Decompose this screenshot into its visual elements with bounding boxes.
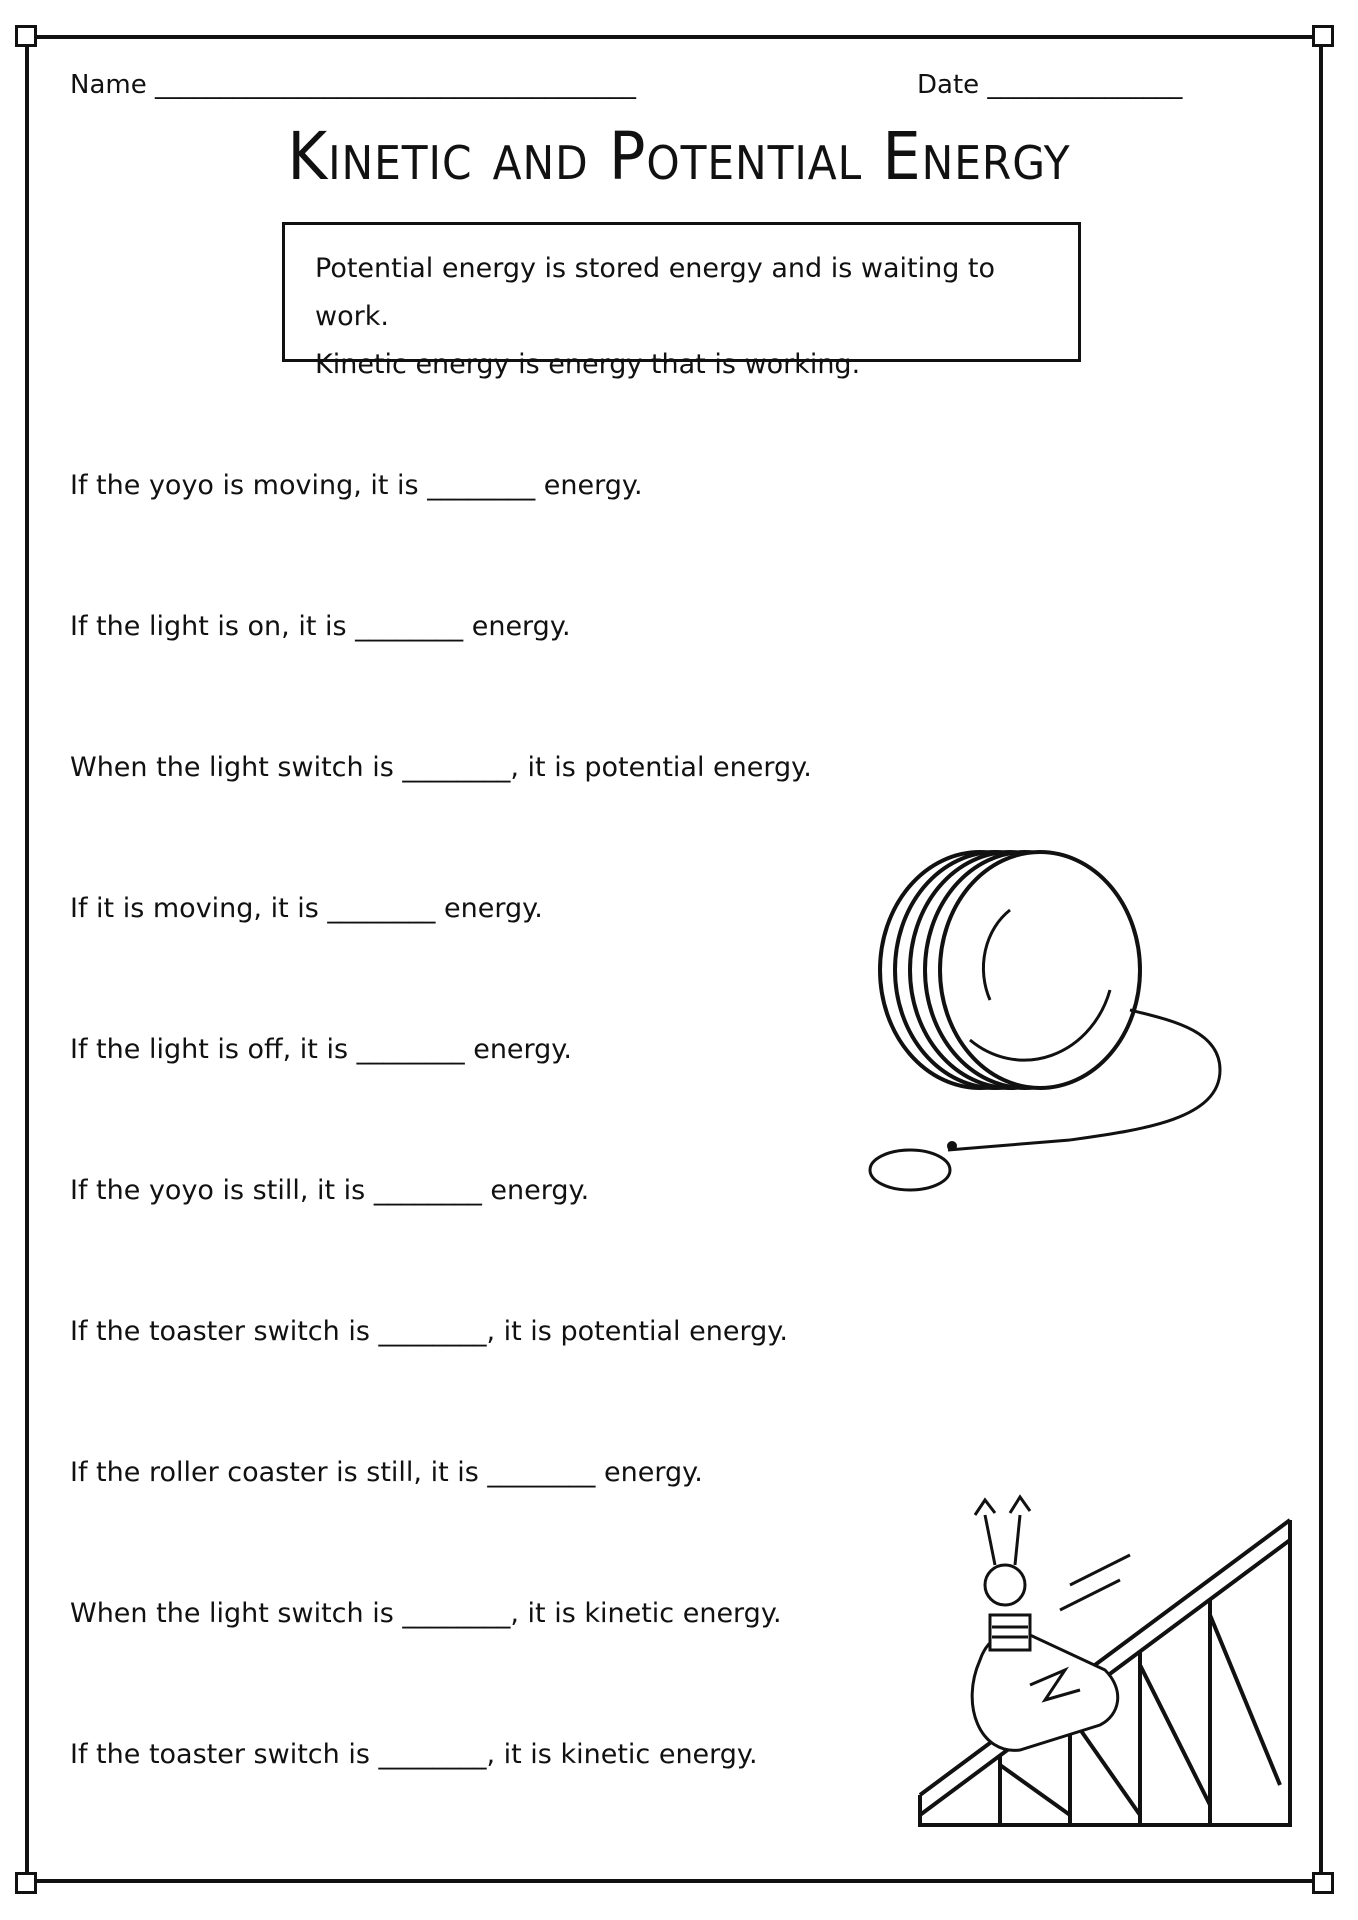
name-label: Name (70, 70, 147, 100)
definition-kinetic: Kinetic energy is energy that is working. (315, 349, 861, 380)
question-5[interactable]: If the light is off, it is ________ energy. (70, 1034, 573, 1065)
question-7[interactable]: If the toaster switch is ________, it is potential energy. (70, 1316, 788, 1347)
name-field[interactable] (70, 70, 636, 100)
name-blank[interactable]: _____________________________________ (154, 70, 636, 100)
date-label: Date (917, 70, 980, 100)
roller-coaster-illustration (900, 1485, 1310, 1845)
question-2[interactable]: If the light is on, it is ________ energy. (70, 611, 571, 642)
question-10[interactable]: If the toaster switch is ________, it is kinetic energy. (70, 1739, 758, 1770)
date-blank[interactable]: _______________ (987, 70, 1183, 100)
question-1[interactable]: If the yoyo is moving, it is ________ energy. (70, 470, 643, 501)
corner-top-left (15, 25, 37, 47)
yoyo-illustration (860, 830, 1260, 1200)
date-field[interactable] (917, 70, 1182, 100)
corner-bottom-left (15, 1872, 37, 1894)
question-4[interactable]: If it is moving, it is ________ energy. (70, 893, 543, 924)
question-6[interactable]: If the yoyo is still, it is ________ energy. (70, 1175, 590, 1206)
definition-box (282, 222, 1081, 380)
question-8[interactable]: If the roller coaster is still, it is ________ energy. (70, 1457, 703, 1488)
question-9[interactable]: When the light switch is ________, it is kinetic energy. (70, 1598, 782, 1629)
corner-bottom-right (1312, 1872, 1334, 1894)
corner-top-right (1312, 25, 1334, 47)
page-title: Kinetic and Potential Energy (287, 118, 1071, 195)
definition-potential: Potential energy is stored energy and is waiting to work. (315, 253, 996, 332)
question-3[interactable]: When the light switch is ________, it is potential energy. (70, 752, 812, 783)
